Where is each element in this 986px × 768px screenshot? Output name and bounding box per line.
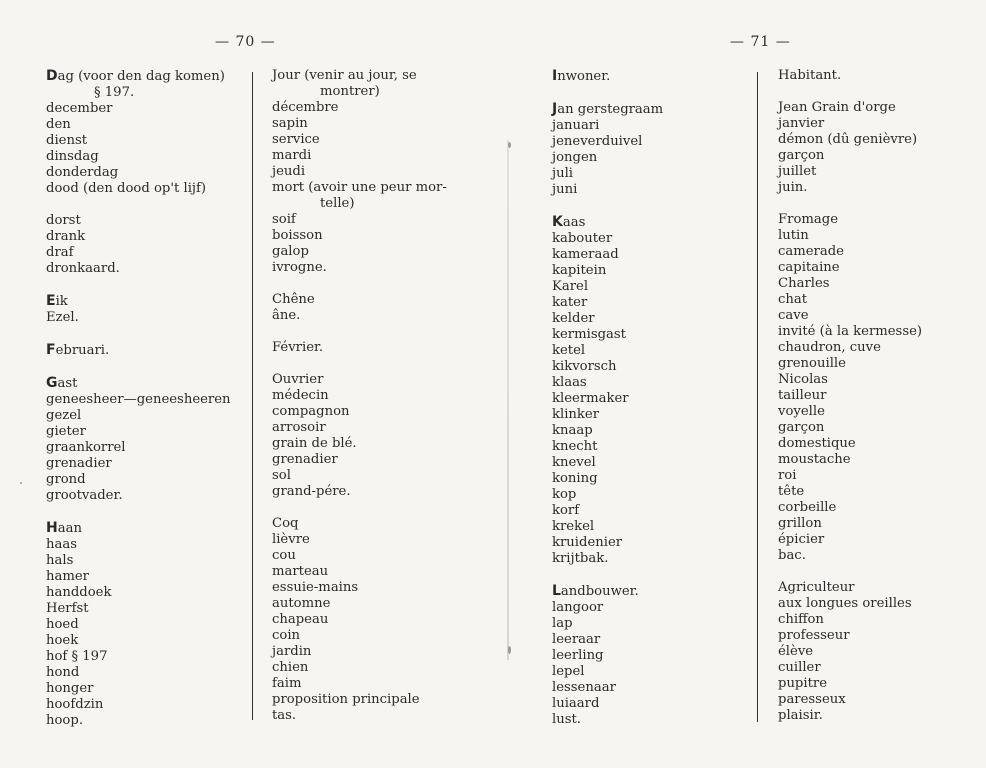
entry-gap xyxy=(778,84,922,100)
entry xyxy=(46,520,231,537)
entry: hamer xyxy=(46,569,89,584)
entry-gap xyxy=(46,277,231,293)
entry: Agriculteur xyxy=(778,580,855,595)
entry: invité (à la kermesse) xyxy=(778,324,923,339)
entry xyxy=(552,101,663,118)
entry-initial: F xyxy=(46,342,56,358)
entry: dood (den dood op't lijf) xyxy=(46,181,207,196)
entry: geneesheer—geneesheeren xyxy=(46,392,231,407)
entry: hond xyxy=(46,665,80,680)
entry: kelder xyxy=(552,311,595,326)
scan-speck xyxy=(508,646,511,654)
entry: soif xyxy=(272,212,296,227)
entry-initial: J xyxy=(552,101,558,117)
entry: arrosoir xyxy=(272,420,326,435)
entry: hoed xyxy=(46,617,79,632)
entry: dronkaard. xyxy=(46,261,120,276)
entry: Nicolas xyxy=(778,372,828,387)
entry: knecht xyxy=(552,439,598,454)
entry-gap xyxy=(46,326,231,342)
entry xyxy=(46,293,231,310)
french-column xyxy=(778,68,922,724)
entry: lessenaar xyxy=(552,680,616,695)
entry: januari xyxy=(552,118,600,133)
entry: démon (dû genièvre) xyxy=(778,132,918,147)
entry-initial: K xyxy=(552,214,563,230)
entry-continuation: telle) xyxy=(320,196,355,211)
entry: leeraar xyxy=(552,632,601,647)
entry: hals xyxy=(46,553,74,568)
entry: kater xyxy=(552,295,588,310)
entry: lap xyxy=(552,616,573,631)
entry: cuiller xyxy=(778,660,821,675)
entry-gap xyxy=(778,196,922,212)
entry: koning xyxy=(552,471,598,486)
page-number: — 70 — xyxy=(215,34,276,50)
entry-continuation: § 197. xyxy=(94,85,135,100)
entry: grain de blé. xyxy=(272,436,357,451)
entry: boisson xyxy=(272,228,323,243)
entry: gezel xyxy=(46,408,82,423)
entry-initial: G xyxy=(46,375,58,391)
entry-gap xyxy=(272,500,447,516)
entry: proposition principale xyxy=(272,692,420,707)
entry: juillet xyxy=(778,164,817,179)
entry: Jour (venir au jour, se xyxy=(272,68,417,83)
entry-rest: ag (voor den dag komen) xyxy=(57,69,225,84)
entry-rest: nwoner. xyxy=(557,69,611,84)
entry: donderdag xyxy=(46,165,119,180)
entry: jeneverduivel xyxy=(552,134,643,149)
entry: gieter xyxy=(46,424,86,439)
entry: grenouille xyxy=(778,356,846,371)
entry-rest: andbouwer. xyxy=(560,584,639,599)
entry: kleermaker xyxy=(552,391,629,406)
entry: grootvader. xyxy=(46,488,123,503)
entry: Février. xyxy=(272,340,324,355)
entry: den xyxy=(46,117,71,132)
entry: garçon xyxy=(778,148,825,163)
entry: décembre xyxy=(272,100,339,115)
entry: ketel xyxy=(552,343,586,358)
entry: coin xyxy=(272,628,301,643)
entry: élève xyxy=(778,644,814,659)
entry: mort (avoir une peur mor- xyxy=(272,180,447,195)
entry: épicier xyxy=(778,532,825,547)
entry: jeudi xyxy=(272,164,306,179)
entry-gap xyxy=(272,276,447,292)
entry: honger xyxy=(46,681,94,696)
entry: kermisgast xyxy=(552,327,626,342)
entry: capitaine xyxy=(778,260,840,275)
entry-gap xyxy=(552,198,663,214)
entry: galop xyxy=(272,244,309,259)
entry-gap xyxy=(46,504,231,520)
entry: krijtbak. xyxy=(552,551,609,566)
entry: tête xyxy=(778,484,805,499)
entry-initial: I xyxy=(552,68,558,84)
entry-gap xyxy=(778,564,922,580)
entry: hoek xyxy=(46,633,79,648)
entry: hoop. xyxy=(46,713,84,728)
entry: chaudron, cuve xyxy=(778,340,881,355)
entry: chien xyxy=(272,660,309,675)
entry: garçon xyxy=(778,420,825,435)
entry: dienst xyxy=(46,133,88,148)
entry: marteau xyxy=(272,564,329,579)
entry: graankorrel xyxy=(46,440,126,455)
entry: grond xyxy=(46,472,86,487)
entry: klinker xyxy=(552,407,600,422)
entry: Jean Grain d'orge xyxy=(778,100,896,115)
entry: automne xyxy=(272,596,331,611)
entry: domestique xyxy=(778,436,856,451)
entry: moustache xyxy=(778,452,851,467)
entry-initial: L xyxy=(552,583,561,599)
entry: Fromage xyxy=(778,212,839,227)
entry: Ouvrier xyxy=(272,372,324,387)
entry: lièvre xyxy=(272,532,310,547)
entry-gap xyxy=(46,197,231,213)
entry: ivrogne. xyxy=(272,260,327,275)
entry: luiaard xyxy=(552,696,600,711)
entry-rest: ast xyxy=(57,376,78,391)
entry: chapeau xyxy=(272,612,329,627)
page-number: — 71 — xyxy=(730,34,791,50)
entry: Coq xyxy=(272,516,299,531)
entry: chiffon xyxy=(778,612,824,627)
entry-rest: aas xyxy=(562,215,586,230)
entry: dorst xyxy=(46,213,81,228)
entry: kikvorsch xyxy=(552,359,617,374)
entry: faim xyxy=(272,676,302,691)
entry xyxy=(46,375,231,392)
column-divider xyxy=(757,72,758,722)
entry: leerling xyxy=(552,648,604,663)
entry: Karel xyxy=(552,279,589,294)
entry-gap xyxy=(46,359,231,375)
entry: Charles xyxy=(778,276,830,291)
entry: lepel xyxy=(552,664,585,679)
entry xyxy=(552,583,663,600)
entry: paresseux xyxy=(778,692,846,707)
entry: aux longues oreilles xyxy=(778,596,912,611)
entry: professeur xyxy=(778,628,850,643)
entry: Chêne xyxy=(272,292,315,307)
entry: corbeille xyxy=(778,500,837,515)
entry: mardi xyxy=(272,148,312,163)
entry: juin. xyxy=(778,180,808,195)
entry: cou xyxy=(272,548,296,563)
entry: handdoek xyxy=(46,585,112,600)
entry-initial: D xyxy=(46,68,58,84)
entry: compagnon xyxy=(272,404,350,419)
entry: kop xyxy=(552,487,577,502)
entry: kameraad xyxy=(552,247,619,262)
entry: Herfst xyxy=(46,601,89,616)
entry-rest: an gerstegraam xyxy=(557,102,664,117)
entry: sol xyxy=(272,468,291,483)
entry: hof § 197 xyxy=(46,649,108,664)
entry: grenadier xyxy=(272,452,338,467)
entry-rest: aan xyxy=(57,521,82,536)
dutch-column xyxy=(552,68,663,728)
entry xyxy=(552,214,663,231)
entry: lust. xyxy=(552,712,581,727)
entry: hoofdzin xyxy=(46,697,104,712)
entry: bac. xyxy=(778,548,806,563)
entry: âne. xyxy=(272,308,301,323)
entry-gap xyxy=(272,356,447,372)
dutch-column xyxy=(46,68,231,729)
entry: kruidenier xyxy=(552,535,623,550)
entry xyxy=(46,68,231,85)
entry-gap xyxy=(272,324,447,340)
entry: médecin xyxy=(272,388,329,403)
entry: chat xyxy=(778,292,808,307)
entry-continuation: montrer) xyxy=(320,84,380,99)
entry: grillon xyxy=(778,516,822,531)
entry: korf xyxy=(552,503,580,518)
entry: tailleur xyxy=(778,388,827,403)
entry: jardin xyxy=(272,644,312,659)
entry: tas. xyxy=(272,708,297,723)
entry: service xyxy=(272,132,320,147)
entry: kapitein xyxy=(552,263,607,278)
entry-gap xyxy=(552,567,663,583)
entry: draf xyxy=(46,245,74,260)
entry: juli xyxy=(552,166,574,181)
entry: haas xyxy=(46,537,77,552)
scan-speck xyxy=(508,142,511,148)
entry: plaisir. xyxy=(778,708,823,723)
entry: knevel xyxy=(552,455,596,470)
entry: jongen xyxy=(552,150,598,165)
entry: camerade xyxy=(778,244,844,259)
entry: langoor xyxy=(552,600,604,615)
page-71 xyxy=(493,0,986,768)
entry: janvier xyxy=(778,116,825,131)
entry: juni xyxy=(552,182,578,197)
entry: drank xyxy=(46,229,86,244)
entry: kabouter xyxy=(552,231,613,246)
entry: grand-pére. xyxy=(272,484,351,499)
entry xyxy=(46,342,231,359)
entry: pupitre xyxy=(778,676,828,691)
entry: sapin xyxy=(272,116,308,131)
entry-initial: H xyxy=(46,520,58,536)
entry: roi xyxy=(778,468,797,483)
column-divider xyxy=(252,72,253,720)
entry: cave xyxy=(778,308,809,323)
scan-speck xyxy=(20,482,22,484)
entry-rest: ebruari. xyxy=(55,343,110,358)
entry: krekel xyxy=(552,519,595,534)
entry: Ezel. xyxy=(46,310,79,325)
entry: Habitant. xyxy=(778,68,842,83)
french-column xyxy=(272,68,447,724)
entry: lutin xyxy=(778,228,809,243)
entry: knaap xyxy=(552,423,593,438)
entry xyxy=(552,68,663,85)
entry-gap xyxy=(552,85,663,101)
entry: voyelle xyxy=(778,404,825,419)
entry-rest: ik xyxy=(55,294,68,309)
entry: essuie-mains xyxy=(272,580,359,595)
entry: grenadier xyxy=(46,456,112,471)
entry: dinsdag xyxy=(46,149,99,164)
entry: klaas xyxy=(552,375,587,390)
entry-initial: E xyxy=(46,293,56,309)
entry: december xyxy=(46,101,113,116)
